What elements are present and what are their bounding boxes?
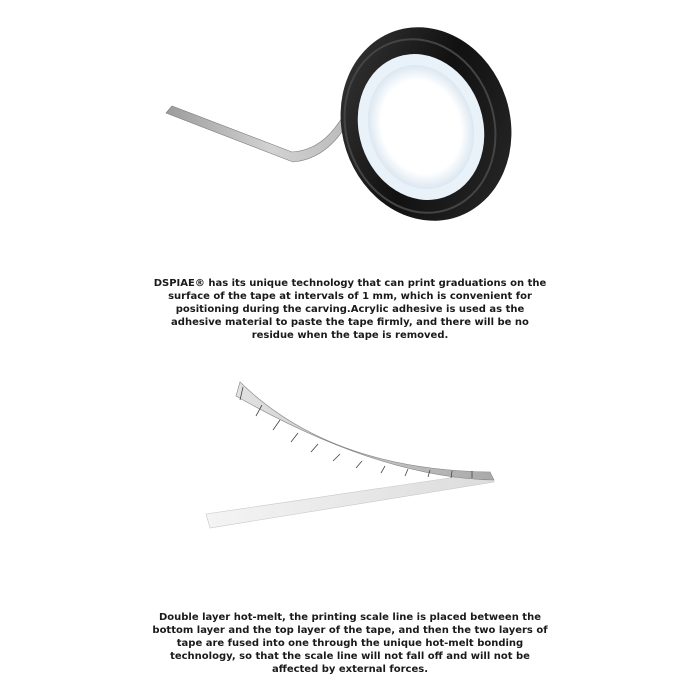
bottom-tape-layer	[206, 472, 494, 528]
unrolled-tape-strip	[166, 98, 358, 162]
tape-roll-illustration	[0, 0, 700, 250]
hot-melt-layers-illustration	[0, 360, 700, 540]
hot-melt-layers-image	[0, 360, 700, 540]
tape-roll-image	[0, 0, 700, 250]
hot-melt-caption: Double layer hot-melt, the printing scale line is placed between the bottom layer and the top layer of the tape, and then the two layers of tape are fused into one through the unique hot-melt bonding technology, so that the scale line will not fall off and will not be affected by external forces.	[152, 612, 548, 675]
scale-lines	[240, 387, 472, 478]
tape-roll-caption: DSPIAE® has its unique technology that can print graduations on the surface of the tape at intervals of 1 mm, which is convenient for positioning during the carving.Acrylic adhesive is used as the adhesive material to paste the tape firmly, and there will be no residue when the tape is removed.	[153, 278, 547, 341]
top-tape-layer	[236, 382, 494, 480]
